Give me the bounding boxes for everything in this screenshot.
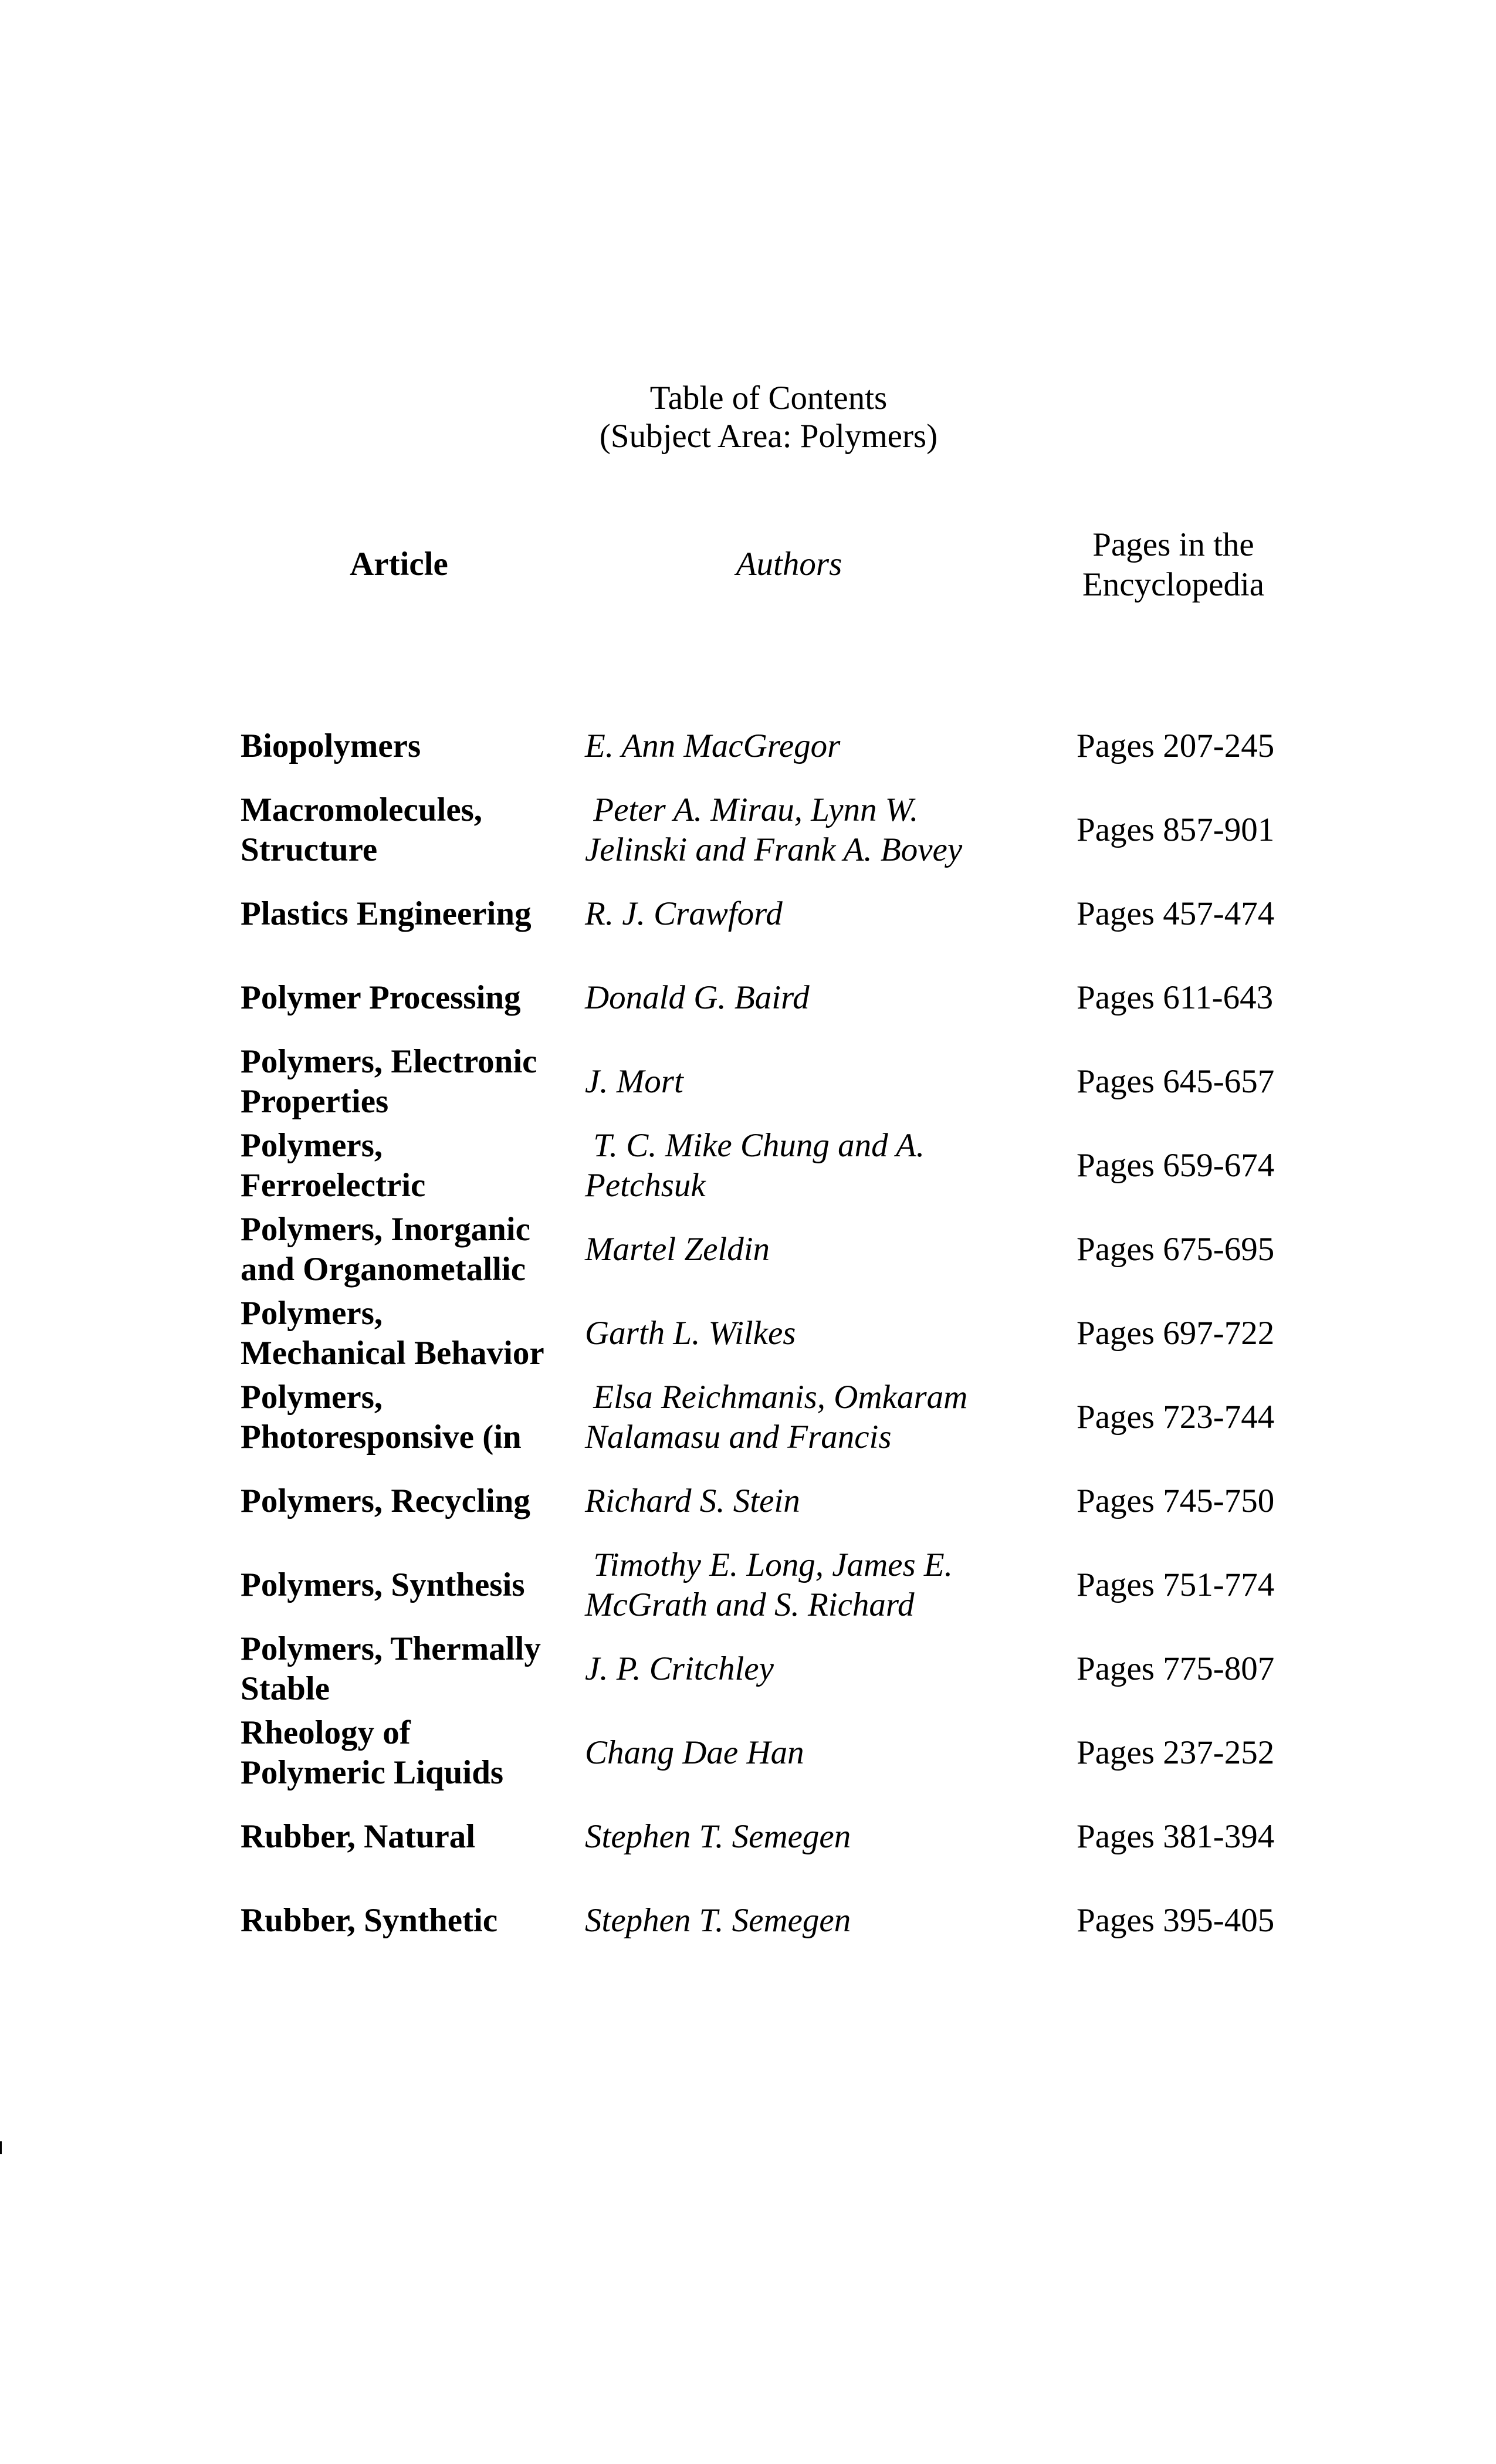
article-pages-line: Pages 645-657: [1077, 1062, 1275, 1100]
article-pages: [1077, 1795, 1346, 1879]
table-row: [0, 1375, 1496, 1459]
article-authors-line: Stephen T. Semegen: [585, 1817, 851, 1855]
article-pages: [1077, 1207, 1346, 1291]
article-pages: [1077, 956, 1346, 1040]
article-authors-line: J. Mort: [585, 1062, 683, 1100]
table-row: [0, 1291, 1496, 1375]
article-authors: [585, 1795, 1007, 1879]
article-title-line: Stable: [241, 1670, 330, 1707]
article-title-line: Polymer Processing: [241, 979, 521, 1016]
article-title: [241, 704, 569, 788]
table-row: [0, 1879, 1496, 1962]
article-pages: [1077, 1040, 1346, 1123]
article-title: [241, 1123, 569, 1207]
article-pages: [1077, 1375, 1346, 1459]
article-pages: [1077, 872, 1346, 956]
article-pages: [1077, 704, 1346, 788]
article-pages-line: Pages 381-394: [1077, 1817, 1275, 1855]
article-pages-line: Pages 775-807: [1077, 1650, 1275, 1687]
article-title: [241, 1879, 569, 1962]
article-title-line: Polymers, Synthesis: [241, 1566, 525, 1603]
article-authors-line: Chang Dae Han: [585, 1734, 804, 1771]
article-pages: [1077, 1543, 1346, 1627]
article-pages: [1077, 1879, 1346, 1962]
article-title-line: Polymers, Recycling: [241, 1482, 530, 1519]
table-row: [0, 1795, 1496, 1879]
table-row: [0, 1711, 1496, 1795]
table-row: [0, 956, 1496, 1040]
table-row: [0, 704, 1496, 788]
article-title-line: Polymers, Inorganic: [241, 1210, 530, 1248]
table-row: [0, 1123, 1496, 1207]
article-authors-line: Donald G. Baird: [585, 979, 810, 1016]
article-pages-line: Pages 723-744: [1077, 1398, 1275, 1436]
article-authors: [585, 956, 1007, 1040]
article-authors: [585, 788, 1007, 872]
article-authors-line: E. Ann MacGregor: [585, 727, 841, 764]
article-title: [241, 872, 569, 956]
article-title-line: Polymers, Electronic: [241, 1043, 537, 1080]
table-row: [0, 1543, 1496, 1627]
article-title-line: Structure: [241, 831, 378, 868]
article-title-line: Rubber, Synthetic: [241, 1901, 498, 1939]
article-pages-line: Pages 751-774: [1077, 1566, 1275, 1603]
table-row: [0, 1627, 1496, 1711]
article-authors-line: Martel Zeldin: [585, 1230, 770, 1268]
edge-mark: [0, 2141, 2, 2154]
article-title: [241, 1375, 569, 1459]
page-title: Table of Contents: [649, 380, 888, 417]
column-header-pages-line1: Pages in the: [1092, 526, 1254, 563]
article-title: [241, 1291, 569, 1375]
article-title-line: Polymers,: [241, 1294, 383, 1332]
article-title: [241, 1795, 569, 1879]
article-authors-line: Garth L. Wilkes: [585, 1314, 796, 1352]
article-pages-line: Pages 675-695: [1077, 1230, 1275, 1268]
column-header-article: Article: [350, 546, 448, 583]
table-row: [0, 788, 1496, 872]
article-title-line: Biopolymers: [241, 727, 421, 764]
article-pages-line: Pages 237-252: [1077, 1734, 1275, 1771]
article-pages-line: Pages 857-901: [1077, 811, 1275, 848]
article-title-line: and Organometallic: [241, 1250, 526, 1288]
article-title-line: Properties: [241, 1082, 389, 1120]
article-title: [241, 1207, 569, 1291]
article-authors: [585, 1207, 1007, 1291]
article-pages-line: Pages 745-750: [1077, 1482, 1275, 1519]
article-pages: [1077, 1711, 1346, 1795]
article-title: [241, 1459, 569, 1543]
article-authors: [585, 1627, 1007, 1711]
article-title-line: Macromolecules,: [241, 791, 483, 828]
article-title: [241, 1627, 569, 1711]
article-authors: [585, 1291, 1007, 1375]
article-authors: [585, 1543, 1007, 1627]
article-pages: [1077, 1123, 1346, 1207]
page-subtitle: (Subject Area: Polymers): [599, 418, 938, 455]
article-pages: [1077, 1459, 1346, 1543]
article-title-line: Polymers,: [241, 1378, 383, 1416]
article-authors-line: J. P. Critchley: [585, 1650, 774, 1687]
article-authors: [585, 704, 1007, 788]
article-pages-line: Pages 697-722: [1077, 1314, 1275, 1352]
article-pages-line: Pages 611-643: [1077, 979, 1274, 1016]
article-title-line: Photoresponsive (in: [241, 1418, 522, 1456]
article-authors-line: McGrath and S. Richard: [585, 1586, 915, 1623]
article-authors: [585, 1123, 1007, 1207]
article-title-line: Mechanical Behavior: [241, 1334, 544, 1372]
article-title-line: Polymers,: [241, 1126, 383, 1164]
article-authors: [585, 1879, 1007, 1962]
article-pages: [1077, 1627, 1346, 1711]
article-pages-line: Pages 457-474: [1077, 895, 1275, 932]
article-authors-line: R. J. Crawford: [585, 895, 783, 932]
article-authors-line: Stephen T. Semegen: [585, 1901, 851, 1939]
article-title: [241, 1543, 569, 1627]
column-header-pages-line2: Encyclopedia: [1082, 566, 1265, 603]
article-pages: [1077, 788, 1346, 872]
table-row: [0, 1459, 1496, 1543]
article-title-line: Polymers, Thermally: [241, 1630, 541, 1667]
article-authors-line: Richard S. Stein: [585, 1482, 800, 1519]
article-authors-line: Nalamasu and Francis: [585, 1418, 892, 1456]
article-authors-line: Peter A. Mirau, Lynn W.: [585, 791, 919, 828]
article-authors: [585, 872, 1007, 956]
article-pages-line: Pages 659-674: [1077, 1146, 1275, 1184]
article-authors: [585, 1040, 1007, 1123]
column-header-authors: Authors: [736, 546, 842, 583]
article-title: [241, 1711, 569, 1795]
article-title-line: Rheology of: [241, 1714, 411, 1751]
table-row: [0, 1207, 1496, 1291]
article-authors-line: Elsa Reichmanis, Omkaram: [585, 1378, 968, 1416]
article-authors: [585, 1711, 1007, 1795]
column-header-pages: [1033, 525, 1314, 605]
table-row: [0, 872, 1496, 956]
article-title-line: Rubber, Natural: [241, 1817, 476, 1855]
article-title-line: Ferroelectric: [241, 1166, 426, 1204]
article-pages-line: Pages 207-245: [1077, 727, 1275, 764]
article-title-line: Plastics Engineering: [241, 895, 532, 932]
table-row: [0, 1040, 1496, 1123]
article-pages: [1077, 1291, 1346, 1375]
article-pages-line: Pages 395-405: [1077, 1901, 1275, 1939]
article-authors-line: Petchsuk: [585, 1166, 706, 1204]
article-title: [241, 788, 569, 872]
article-authors: [585, 1375, 1007, 1459]
article-authors-line: T. C. Mike Chung and A.: [585, 1126, 925, 1164]
article-authors-line: Jelinski and Frank A. Bovey: [585, 831, 963, 868]
article-title: [241, 1040, 569, 1123]
article-title-line: Polymeric Liquids: [241, 1754, 504, 1791]
article-authors-line: Timothy E. Long, James E.: [585, 1546, 953, 1583]
article-authors: [585, 1459, 1007, 1543]
article-title: [241, 956, 569, 1040]
